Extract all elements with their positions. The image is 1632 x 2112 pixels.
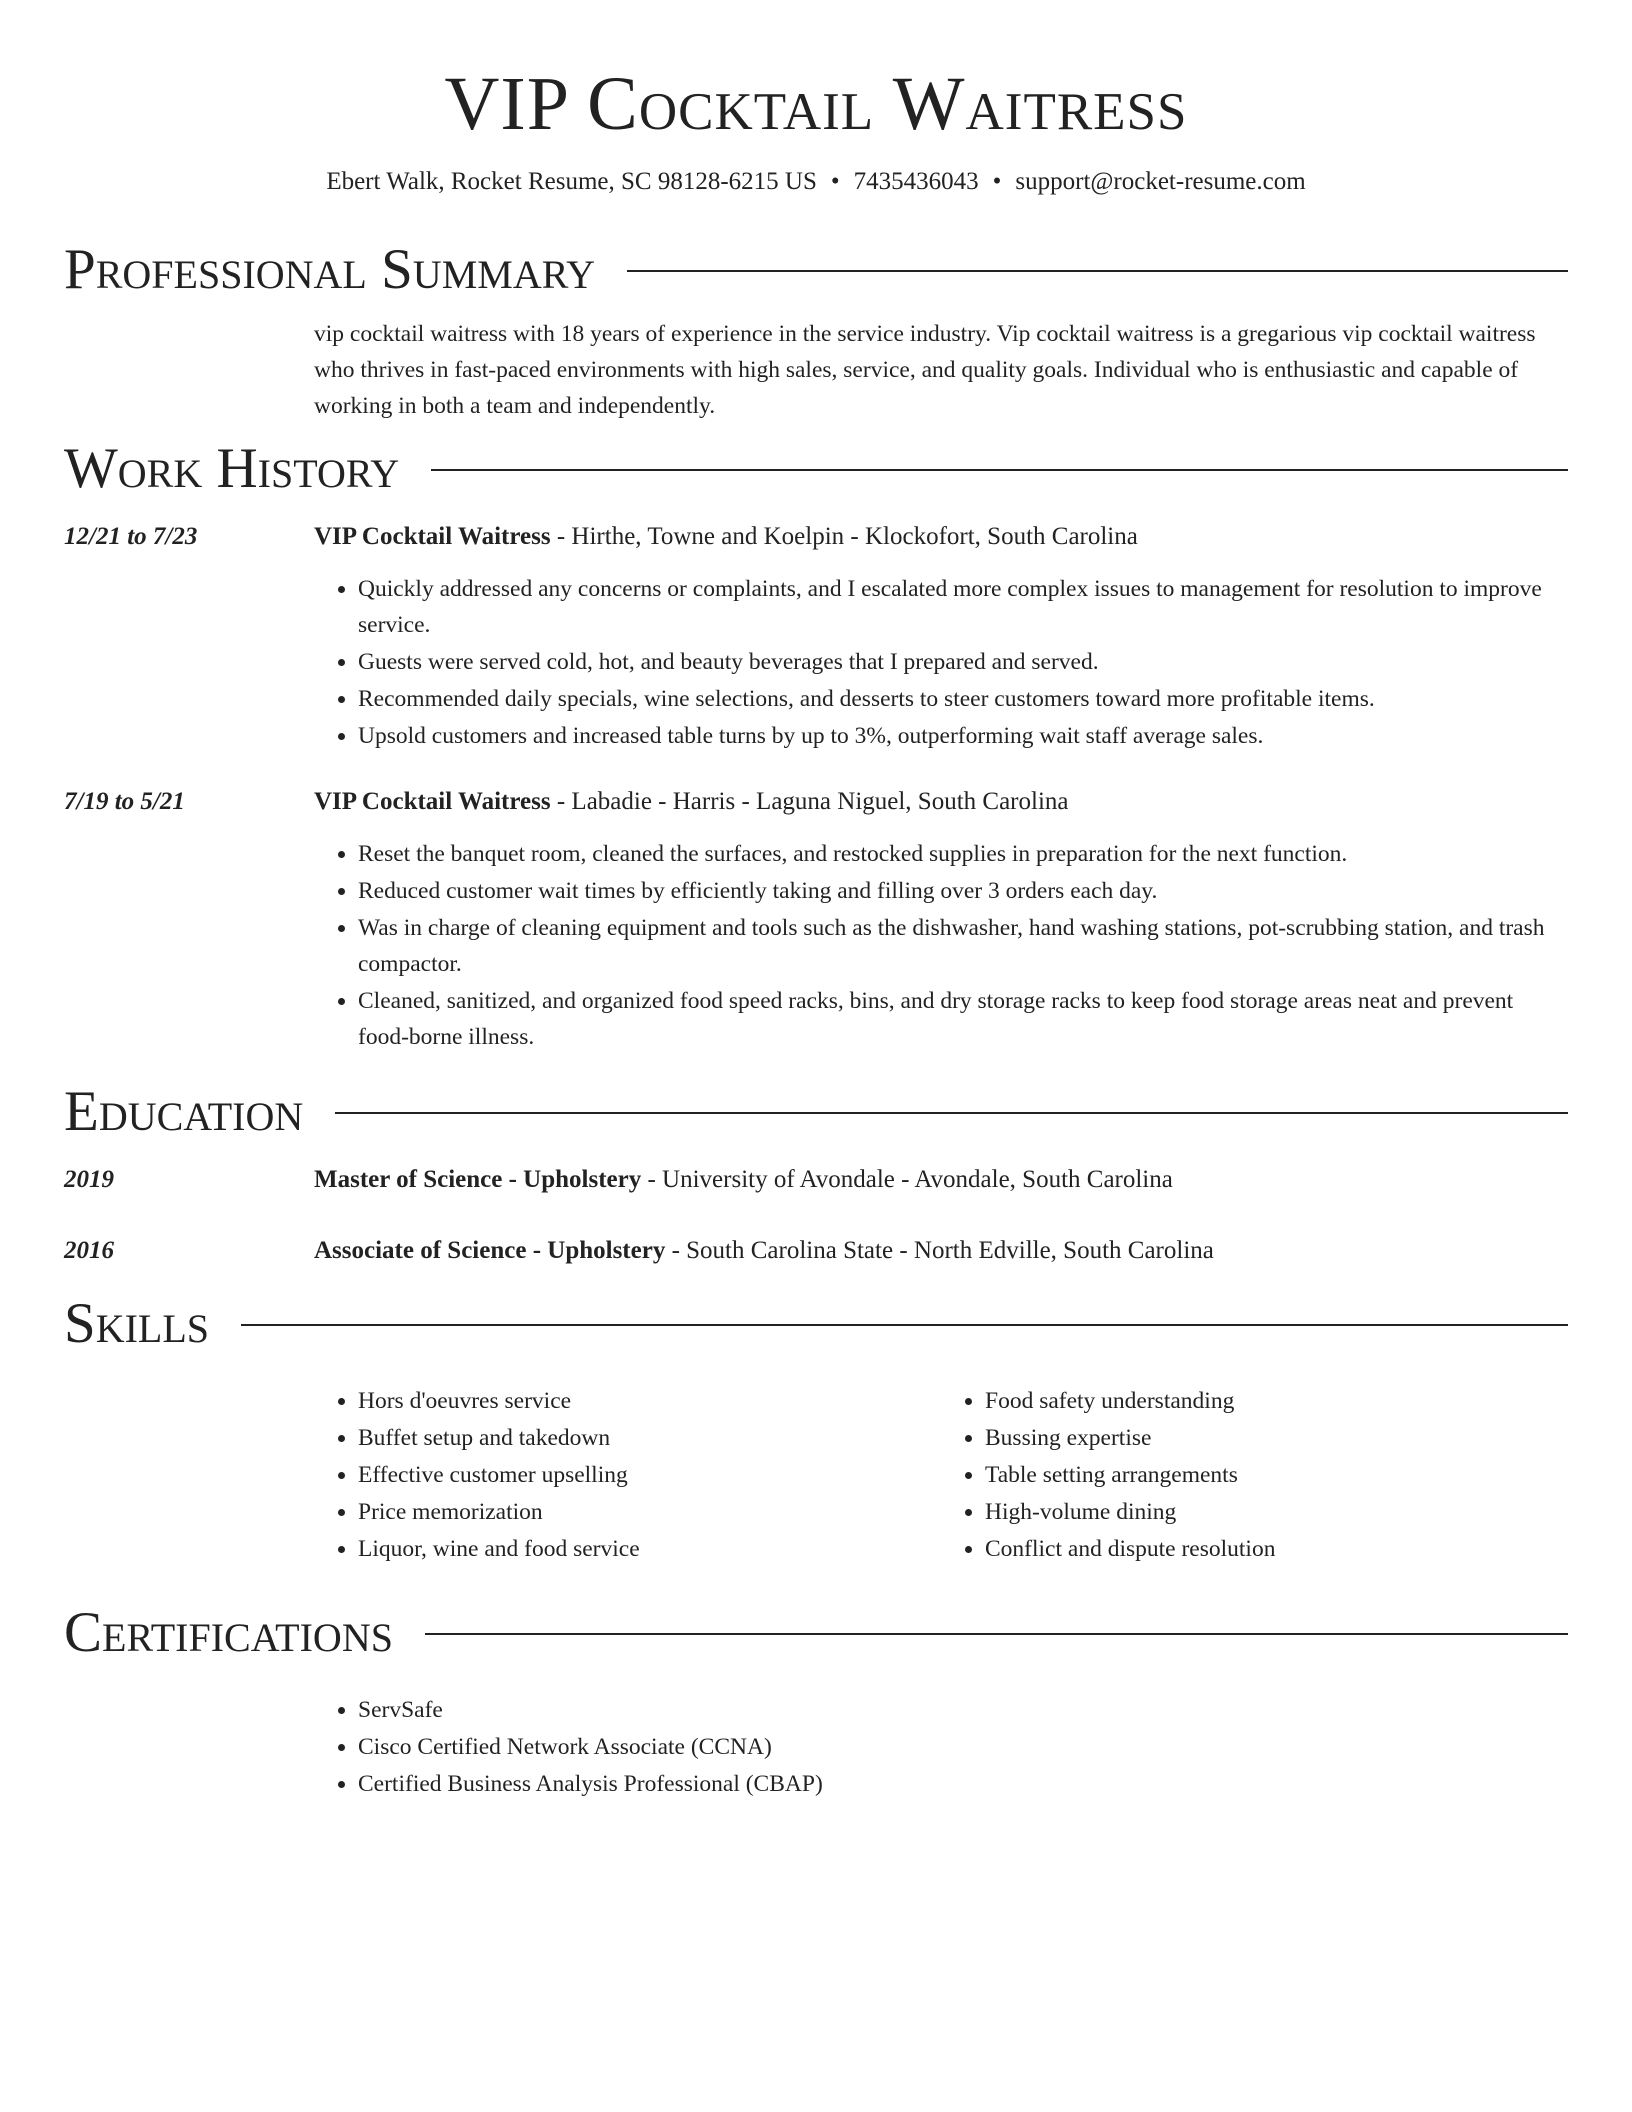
job-duty: • Recommended daily specials, wine selections, and desserts to steer customers toward more profitable items. (358, 681, 1568, 717)
skills-section (64, 1289, 1568, 1568)
skill-item: • Hors d'oeuvres service (358, 1383, 941, 1419)
contact-separator: • (830, 168, 840, 195)
certifications-title: Certifications (64, 1601, 393, 1664)
job-title: VIP Cocktail Waitress (314, 788, 551, 815)
education-year: 2016 (64, 1237, 114, 1264)
certification-item: • Cisco Certified Network Associate (CCNA) (358, 1729, 1568, 1765)
skills-heading (64, 1289, 1568, 1359)
job-duty: • Cleaned, sanitized, and organized food speed racks, bins, and dry storage racks to keep food storage areas neat and prevent food-borne illness. (358, 983, 1568, 1055)
summary-text: vip cocktail waitress with 18 years of experience in the service industry. Vip cocktail waitress is a gregarious vip cocktail waitress who thrives in fast-paced environments with high sales, service, and quality goals. Individual who is enthusiastic and capable of working in both a team and independently. (314, 321, 1536, 419)
job-duties (314, 836, 1568, 1055)
education-heading (64, 1077, 1568, 1147)
skill-item: • Liquor, wine and food service (358, 1531, 941, 1567)
job-dates: 7/19 to 5/21 (64, 788, 185, 815)
section-divider (241, 1324, 1568, 1326)
skills-column-right (941, 1383, 1568, 1568)
work-history-title: Work History (64, 437, 400, 500)
section-divider (335, 1112, 1568, 1114)
skill-item: • Table setting arrangements (985, 1457, 1568, 1493)
job-entry (64, 519, 1568, 754)
skill-item: • High-volume dining (985, 1494, 1568, 1530)
skill-item: • Price memorization (358, 1494, 941, 1530)
education-school: - South Carolina State - North Edville, South Carolina (665, 1237, 1214, 1264)
job-employer: - Hirthe, Towne and Koelpin - Klockofort, South Carolina (550, 523, 1138, 550)
job-duties (314, 571, 1568, 754)
education-degree: Associate of Science - Upholstery (314, 1237, 666, 1264)
summary-body (314, 316, 1568, 424)
section-divider (425, 1633, 1568, 1635)
summary-title: Professional Summary (64, 238, 596, 301)
skill-item: • Food safety understanding (985, 1383, 1568, 1419)
education-entry (64, 1233, 1568, 1269)
education-heading-line (314, 1162, 1568, 1198)
skill-item: • Bussing expertise (985, 1420, 1568, 1456)
certification-item: • ServSafe (358, 1692, 1568, 1728)
certifications-list (314, 1692, 1568, 1802)
work-history-section (64, 434, 1568, 1055)
job-duty: • Upsold customers and increased table turns by up to 3%, outperforming wait staff average sales. (358, 718, 1568, 754)
skill-item: • Conflict and dispute resolution (985, 1531, 1568, 1567)
job-duty: • Reset the banquet room, cleaned the surfaces, and restocked supplies in preparation for the next function. (358, 836, 1568, 872)
work-history-heading (64, 434, 1568, 504)
contact-address: Ebert Walk, Rocket Resume, SC 98128-6215 US (326, 168, 817, 195)
skill-item: • Buffet setup and takedown (358, 1420, 941, 1456)
job-duty: • Reduced customer wait times by efficiently taking and filling over 3 orders each day. (358, 873, 1568, 909)
education-year: 2019 (64, 1166, 114, 1193)
section-divider (431, 469, 1568, 471)
skill-item: • Effective customer upselling (358, 1457, 941, 1493)
job-entry (64, 784, 1568, 1055)
contact-line (64, 164, 1568, 200)
education-school: - University of Avondale - Avondale, South Carolina (641, 1166, 1173, 1193)
summary-heading (64, 235, 1568, 305)
education-degree: Master of Science - Upholstery (314, 1166, 642, 1193)
job-employer: - Labadie - Harris - Laguna Niguel, South Carolina (550, 788, 1069, 815)
job-dates: 12/21 to 7/23 (64, 523, 198, 550)
job-title: VIP Cocktail Waitress (314, 523, 551, 550)
education-title: Education (64, 1080, 304, 1143)
education-heading-line (314, 1233, 1568, 1269)
education-section (64, 1077, 1568, 1269)
certifications-section (64, 1598, 1568, 1802)
skills-column-left (314, 1383, 941, 1568)
education-entry (64, 1162, 1568, 1198)
job-heading (314, 784, 1568, 820)
job-duty: • Was in charge of cleaning equipment and tools such as the dishwasher, hand washing stations, pot-scrubbing station, and trash compactor. (358, 910, 1568, 982)
certification-item: • Certified Business Analysis Professional (CBAP) (358, 1766, 1568, 1802)
summary-section (64, 235, 1568, 424)
job-heading (314, 519, 1568, 555)
contact-email: support@rocket-resume.com (1015, 168, 1306, 195)
candidate-name: VIP Cocktail Waitress (444, 62, 1188, 146)
skills-list (314, 1383, 1568, 1568)
job-duty: • Quickly addressed any concerns or complaints, and I escalated more complex issues to management for resolution to improve service. (358, 571, 1568, 643)
contact-separator: • (992, 168, 1002, 195)
certifications-heading (64, 1598, 1568, 1668)
section-divider (627, 270, 1568, 272)
resume-page (64, 0, 1568, 1803)
contact-phone: 7435436043 (853, 168, 979, 195)
job-duty: • Guests were served cold, hot, and beauty beverages that I prepared and served. (358, 644, 1568, 680)
skills-title: Skills (64, 1292, 210, 1355)
